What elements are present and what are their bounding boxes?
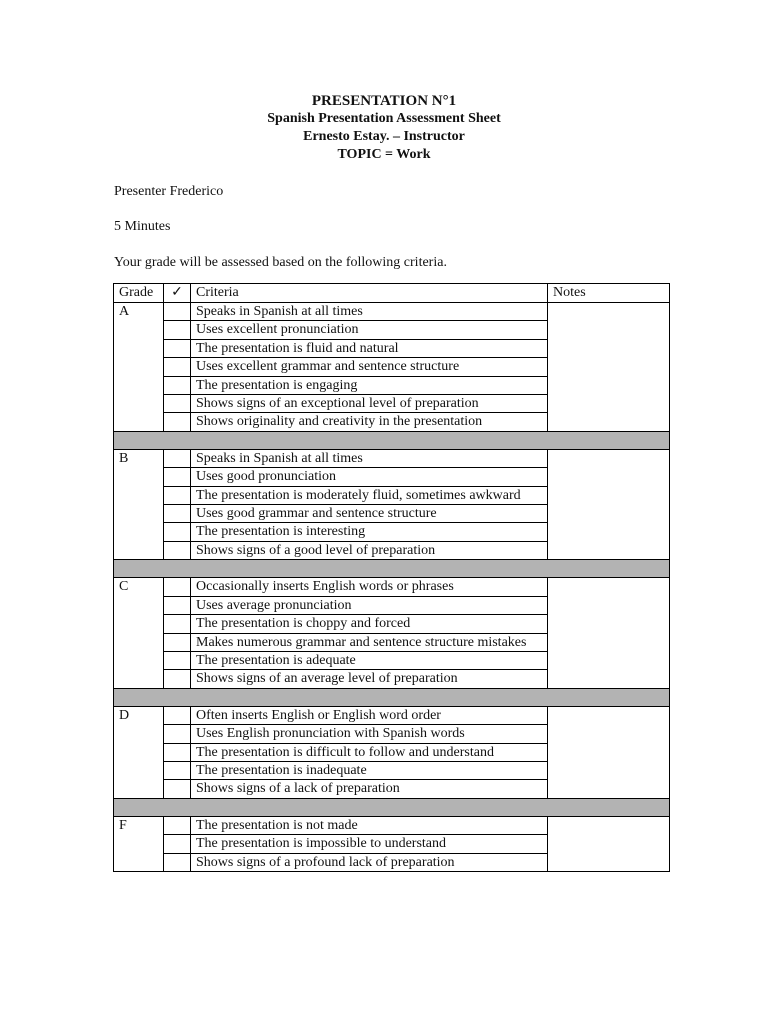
- criteria-cell: Speaks in Spanish at all times: [191, 449, 548, 467]
- checkbox-cell[interactable]: [164, 339, 191, 357]
- separator-cell: [114, 688, 670, 706]
- criteria-cell: The presentation is adequate: [191, 651, 548, 669]
- grade-separator-row: [114, 798, 670, 816]
- checkbox-cell[interactable]: [164, 633, 191, 651]
- separator-cell: [114, 431, 670, 449]
- criteria-row: [114, 449, 670, 467]
- checkbox-cell[interactable]: [164, 303, 191, 321]
- criteria-row: [114, 303, 670, 321]
- duration-line: 5 Minutes: [114, 219, 171, 234]
- checkbox-cell[interactable]: [164, 670, 191, 688]
- grade-cell: A: [114, 303, 164, 432]
- notes-cell[interactable]: [548, 449, 670, 559]
- criteria-cell: The presentation is difficult to follow and understand: [191, 743, 548, 761]
- intro-text: Your grade will be assessed based on the following criteria.: [114, 255, 447, 270]
- checkbox-cell[interactable]: [164, 486, 191, 504]
- checkbox-cell[interactable]: [164, 413, 191, 431]
- criteria-cell: Occasionally inserts English words or phrases: [191, 578, 548, 596]
- criteria-cell: The presentation is not made: [191, 816, 548, 834]
- grade-cell: F: [114, 816, 164, 871]
- criteria-row: [114, 578, 670, 596]
- criteria-cell: Shows signs of a lack of preparation: [191, 780, 548, 798]
- checkbox-cell[interactable]: [164, 780, 191, 798]
- checkbox-cell[interactable]: [164, 449, 191, 467]
- criteria-column-header: Criteria: [191, 284, 548, 303]
- criteria-cell: Uses excellent grammar and sentence structure: [191, 358, 548, 376]
- instructor-line: Ernesto Estay. – Instructor: [303, 129, 465, 144]
- grade-separator-row: [114, 688, 670, 706]
- checkbox-cell[interactable]: [164, 743, 191, 761]
- criteria-cell: Speaks in Spanish at all times: [191, 303, 548, 321]
- document-subtitle: Spanish Presentation Assessment Sheet: [267, 111, 501, 126]
- checkmark-column-header: ✓: [164, 284, 191, 303]
- grade-separator-row: [114, 431, 670, 449]
- criteria-cell: Makes numerous grammar and sentence structure mistakes: [191, 633, 548, 651]
- checkbox-cell[interactable]: [164, 615, 191, 633]
- checkbox-cell[interactable]: [164, 596, 191, 614]
- rubric-table: [113, 283, 670, 872]
- criteria-cell: The presentation is interesting: [191, 523, 548, 541]
- criteria-cell: Uses excellent pronunciation: [191, 321, 548, 339]
- checkbox-cell[interactable]: [164, 835, 191, 853]
- checkbox-cell[interactable]: [164, 358, 191, 376]
- checkbox-cell[interactable]: [164, 761, 191, 779]
- criteria-row: [114, 816, 670, 834]
- checkbox-cell[interactable]: [164, 853, 191, 871]
- document-title: PRESENTATION N°1: [311, 93, 457, 109]
- criteria-cell: Uses average pronunciation: [191, 596, 548, 614]
- grade-cell: D: [114, 706, 164, 798]
- checkbox-cell[interactable]: [164, 816, 191, 834]
- criteria-cell: Shows signs of an average level of preparation: [191, 670, 548, 688]
- checkbox-cell[interactable]: [164, 578, 191, 596]
- criteria-cell: The presentation is engaging: [191, 376, 548, 394]
- rubric-body: [114, 303, 670, 872]
- separator-cell: [114, 798, 670, 816]
- criteria-cell: Shows signs of a profound lack of preparation: [191, 853, 548, 871]
- criteria-cell: Uses English pronunciation with Spanish words: [191, 725, 548, 743]
- criteria-cell: The presentation is inadequate: [191, 761, 548, 779]
- separator-cell: [114, 560, 670, 578]
- checkbox-cell[interactable]: [164, 541, 191, 559]
- checkbox-cell[interactable]: [164, 706, 191, 724]
- checkbox-cell[interactable]: [164, 376, 191, 394]
- criteria-cell: Uses good pronunciation: [191, 468, 548, 486]
- notes-cell[interactable]: [548, 816, 670, 871]
- criteria-cell: The presentation is choppy and forced: [191, 615, 548, 633]
- criteria-cell: Shows signs of an exceptional level of preparation: [191, 395, 548, 413]
- grade-cell: B: [114, 449, 164, 559]
- criteria-cell: Often inserts English or English word order: [191, 706, 548, 724]
- criteria-cell: The presentation is fluid and natural: [191, 339, 548, 357]
- checkbox-cell[interactable]: [164, 395, 191, 413]
- grade-column-header: Grade: [114, 284, 164, 303]
- checkbox-cell[interactable]: [164, 468, 191, 486]
- criteria-row: [114, 706, 670, 724]
- checkbox-cell[interactable]: [164, 505, 191, 523]
- presenter-line: Presenter Frederico: [114, 184, 224, 199]
- checkbox-cell[interactable]: [164, 523, 191, 541]
- grade-cell: C: [114, 578, 164, 688]
- notes-cell[interactable]: [548, 706, 670, 798]
- topic-line: TOPIC = Work: [337, 147, 431, 162]
- notes-cell[interactable]: [548, 578, 670, 688]
- notes-cell[interactable]: [548, 303, 670, 432]
- rubric-header-row: [114, 284, 670, 303]
- criteria-cell: The presentation is moderately fluid, sometimes awkward: [191, 486, 548, 504]
- document-header: [0, 92, 768, 164]
- checkbox-cell[interactable]: [164, 725, 191, 743]
- grade-separator-row: [114, 560, 670, 578]
- checkbox-cell[interactable]: [164, 321, 191, 339]
- criteria-cell: The presentation is impossible to understand: [191, 835, 548, 853]
- criteria-cell: Shows originality and creativity in the presentation: [191, 413, 548, 431]
- criteria-cell: Uses good grammar and sentence structure: [191, 505, 548, 523]
- checkbox-cell[interactable]: [164, 651, 191, 669]
- criteria-cell: Shows signs of a good level of preparation: [191, 541, 548, 559]
- notes-column-header: Notes: [548, 284, 670, 303]
